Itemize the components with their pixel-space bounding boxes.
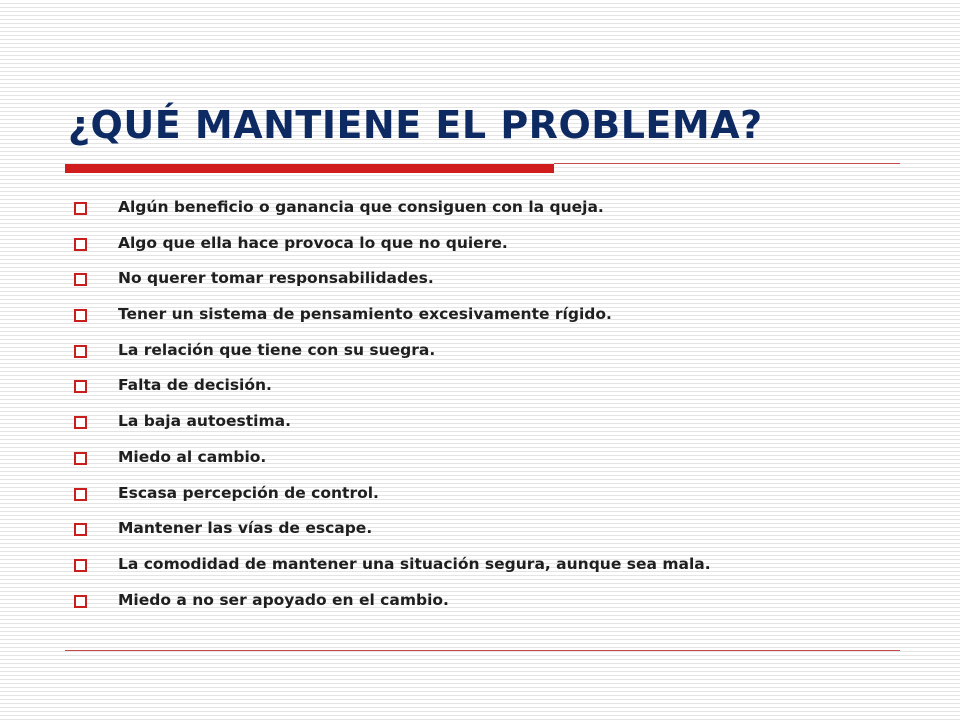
square-bullet-icon (74, 595, 87, 608)
title-divider-line (554, 163, 900, 164)
bullet-text: La baja autoestima. (118, 412, 291, 431)
square-bullet-icon (74, 523, 87, 536)
bullet-text: No querer tomar responsabilidades. (118, 269, 434, 288)
square-bullet-icon (74, 559, 87, 572)
title-accent-rule (65, 164, 554, 173)
bullet-text: La comodidad de mantener una situación segura, aunque sea mala. (118, 554, 711, 573)
bullet-text: Algún beneficio o ganancia que consiguen con la queja. (118, 198, 604, 216)
square-bullet-icon (74, 345, 87, 358)
square-bullet-icon (74, 273, 87, 286)
bullet-text: Tener un sistema de pensamiento excesivamente rígido. (118, 305, 612, 324)
bullet-text: Algo que ella hace provoca lo que no quiere. (118, 233, 508, 252)
square-bullet-icon (74, 309, 87, 322)
square-bullet-icon (74, 488, 87, 501)
slide-title: ¿QUÉ MANTIENE EL PROBLEMA? (68, 103, 763, 147)
bullet-text: Miedo a no ser apoyado en el cambio. (118, 590, 449, 609)
bullet-text: Mantener las vías de escape. (118, 519, 373, 538)
square-bullet-icon (74, 452, 87, 465)
square-bullet-icon (74, 238, 87, 251)
bullet-text: La relación que tiene con su suegra. (118, 340, 436, 359)
bullet-text: Escasa percepción de control. (118, 483, 379, 502)
bullet-text: Falta de decisión. (118, 376, 272, 395)
square-bullet-icon (74, 380, 87, 393)
bullet-text: Miedo al cambio. (118, 447, 267, 466)
bottom-divider-line (65, 650, 900, 651)
square-bullet-icon (74, 202, 87, 215)
square-bullet-icon (74, 416, 87, 429)
